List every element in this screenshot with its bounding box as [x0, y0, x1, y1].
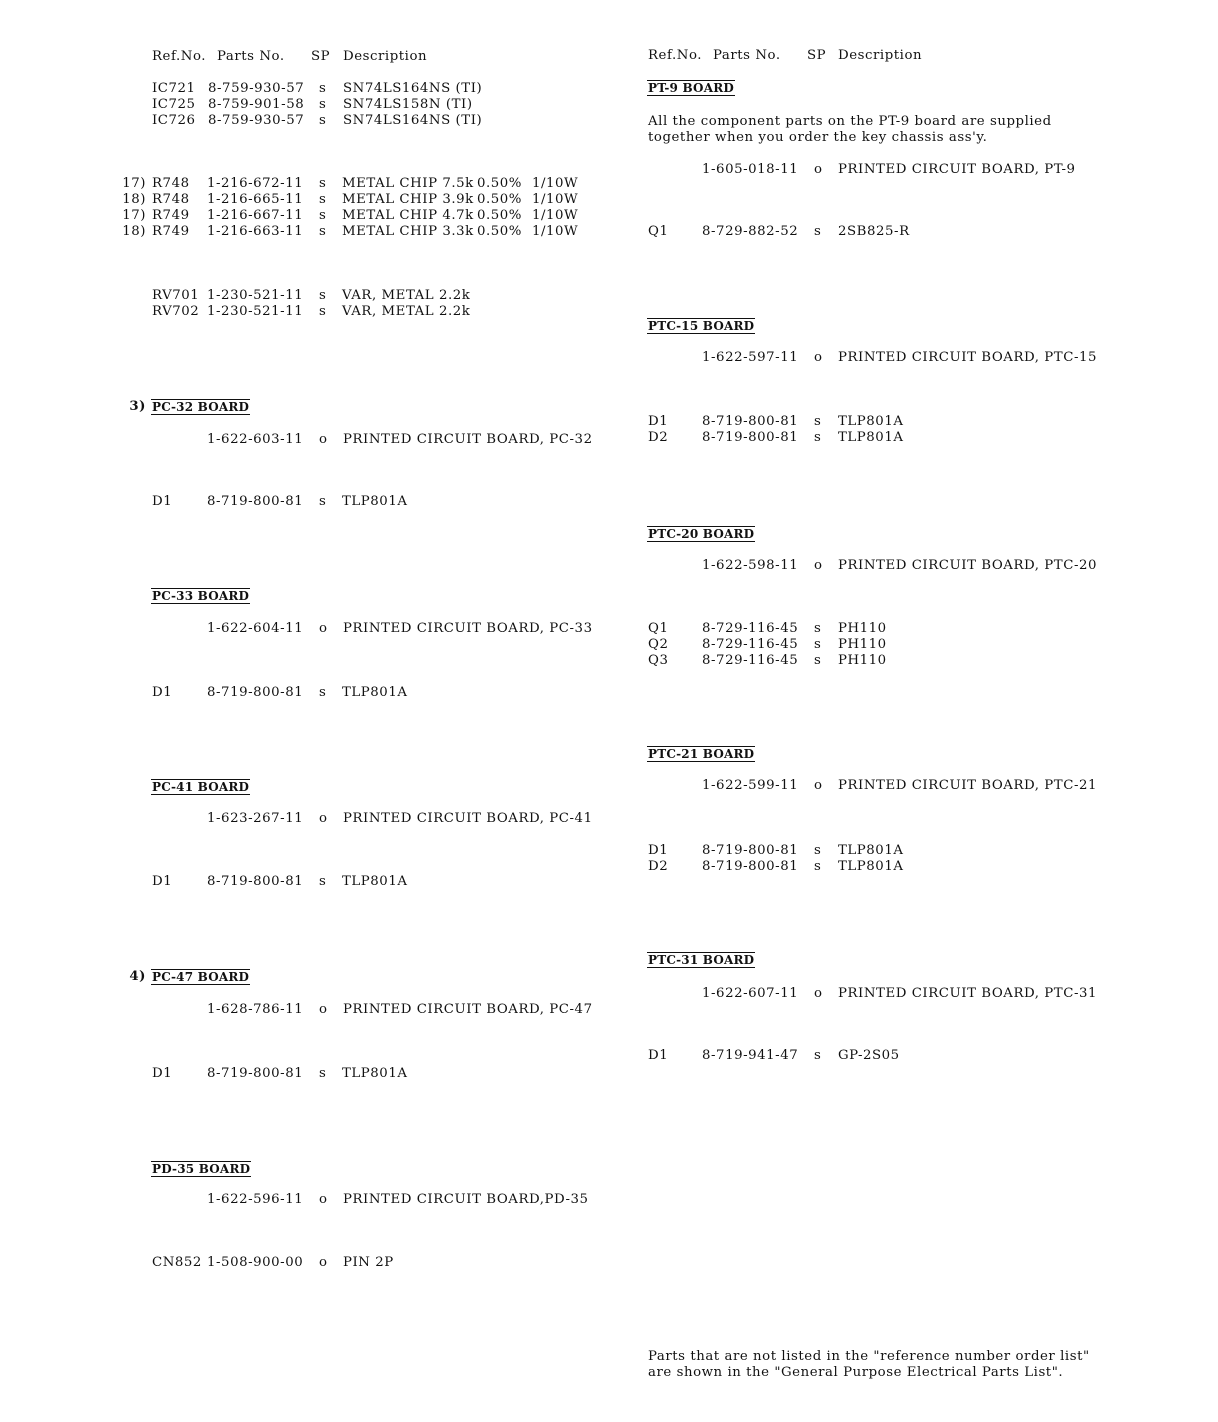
parts-no: 8-719-800-81 [207, 685, 304, 700]
ref-no: IC721 [152, 81, 196, 96]
ref-no: R748 [152, 176, 190, 191]
ref-no: Q1 [648, 224, 669, 239]
parts-no: 8-759-930-57 [208, 81, 305, 96]
description: METAL CHIP 3.3k [342, 224, 474, 239]
parts-no: 8-719-941-47 [702, 1048, 799, 1063]
tolerance: 0.50% [477, 224, 522, 239]
board-title: PC-47 BOARD [152, 970, 250, 984]
description: PRINTED CIRCUIT BOARD, PC-41 [343, 811, 593, 826]
header-description: Description [838, 48, 923, 63]
parts-no: 1-622-596-11 [207, 1192, 304, 1207]
ref-no: Q1 [648, 621, 669, 636]
model-prefix: 18) [122, 192, 146, 207]
description: PRINTED CIRCUIT BOARD, PT-9 [838, 162, 1076, 177]
sp-code: s [319, 288, 327, 303]
ref-no: D1 [648, 1048, 669, 1063]
ref-no: D1 [152, 1066, 173, 1081]
description: VAR, METAL 2.2k [342, 288, 471, 303]
parts-no: 8-759-930-57 [208, 113, 305, 128]
parts-no: 8-719-800-81 [207, 494, 304, 509]
parts-no: 1-216-665-11 [207, 192, 304, 207]
sp-code: s [319, 192, 327, 207]
header-sp: SP [807, 48, 827, 63]
sp-code: o [814, 558, 823, 573]
ref-no: D1 [152, 494, 173, 509]
sp-code: s [814, 414, 822, 429]
sp-code: s [319, 81, 327, 96]
sp-code: s [319, 494, 327, 509]
ref-no: Q2 [648, 637, 669, 652]
board-title: PC-41 BOARD [152, 780, 250, 794]
parts-no: 8-719-800-81 [207, 874, 304, 889]
description: TLP801A [838, 859, 904, 874]
sp-code: s [814, 224, 822, 239]
parts-no: 1-622-597-11 [702, 350, 799, 365]
model-prefix: 18) [122, 224, 146, 239]
sp-code: s [814, 1048, 822, 1063]
parts-no: 8-719-800-81 [702, 430, 799, 445]
description: TLP801A [342, 685, 408, 700]
sp-code: o [319, 1002, 328, 1017]
board-note: All the component parts on the PT-9 board are supplied [648, 114, 1052, 129]
sp-code: o [814, 778, 823, 793]
tolerance: 0.50% [477, 176, 522, 191]
sp-code: s [319, 304, 327, 319]
ref-no: R749 [152, 208, 190, 223]
header-parts-no: Parts No. [217, 49, 285, 64]
sp-code: o [319, 1255, 328, 1270]
parts-no: 1-230-521-11 [207, 288, 304, 303]
ref-no: CN852 [152, 1255, 202, 1270]
ref-no: D1 [648, 843, 669, 858]
parts-no: 1-216-667-11 [207, 208, 304, 223]
description: METAL CHIP 7.5k [342, 176, 474, 191]
parts-no: 1-623-267-11 [207, 811, 304, 826]
description: PH110 [838, 653, 887, 668]
description: SN74LS158N (TI) [343, 97, 473, 112]
description: TLP801A [838, 430, 904, 445]
description: PRINTED CIRCUIT BOARD, PTC-31 [838, 986, 1098, 1001]
description: GP-2S05 [838, 1048, 900, 1063]
sp-code: s [814, 859, 822, 874]
board-title: PTC-21 BOARD [648, 747, 755, 761]
parts-no: 8-719-800-81 [207, 1066, 304, 1081]
header-sp: SP [311, 49, 331, 64]
ref-no: R749 [152, 224, 190, 239]
wattage: 1/10W [532, 224, 579, 239]
description: SN74LS164NS (TI) [343, 81, 483, 96]
sp-code: o [814, 986, 823, 1001]
board-title: PC-32 BOARD [152, 400, 250, 414]
description: 2SB825-R [838, 224, 910, 239]
ref-no: R748 [152, 192, 190, 207]
sp-code: s [319, 685, 327, 700]
parts-no: 1-216-663-11 [207, 224, 304, 239]
ref-no: D2 [648, 859, 669, 874]
description: TLP801A [838, 843, 904, 858]
parts-no: 1-622-598-11 [702, 558, 799, 573]
ref-no: Q3 [648, 653, 669, 668]
description: TLP801A [342, 1066, 408, 1081]
description: TLP801A [838, 414, 904, 429]
model-prefix: 17) [122, 176, 146, 191]
description: PH110 [838, 621, 887, 636]
parts-no: 8-719-800-81 [702, 843, 799, 858]
board-title: PC-33 BOARD [152, 589, 250, 603]
description: PH110 [838, 637, 887, 652]
sp-code: s [814, 653, 822, 668]
footer-note: Parts that are not listed in the "reference number order list" [648, 1349, 1090, 1364]
sp-code: s [319, 224, 327, 239]
model-prefix: 4) [129, 969, 146, 984]
wattage: 1/10W [532, 208, 579, 223]
description: PRINTED CIRCUIT BOARD, PC-47 [343, 1002, 593, 1017]
parts-no: 8-719-800-81 [702, 414, 799, 429]
sp-code: o [319, 811, 328, 826]
board-title: PTC-20 BOARD [648, 527, 755, 541]
ref-no: D1 [152, 685, 173, 700]
description: TLP801A [342, 874, 408, 889]
description: PRINTED CIRCUIT BOARD,PD-35 [343, 1192, 589, 1207]
tolerance: 0.50% [477, 192, 522, 207]
header-description: Description [343, 49, 428, 64]
sp-code: s [319, 208, 327, 223]
description: PRINTED CIRCUIT BOARD, PTC-21 [838, 778, 1098, 793]
parts-no: 1-622-604-11 [207, 621, 304, 636]
ref-no: D2 [648, 430, 669, 445]
parts-no: 8-729-882-52 [702, 224, 799, 239]
parts-no: 1-230-521-11 [207, 304, 304, 319]
sp-code: s [319, 97, 327, 112]
description: PIN 2P [343, 1255, 394, 1270]
footer-note: are shown in the "General Purpose Electrical Parts List". [648, 1365, 1064, 1380]
parts-no: 1-628-786-11 [207, 1002, 304, 1017]
parts-no: 8-759-901-58 [208, 97, 305, 112]
description: PRINTED CIRCUIT BOARD, PTC-15 [838, 350, 1098, 365]
sp-code: s [814, 430, 822, 445]
parts-no: 8-729-116-45 [702, 637, 799, 652]
sp-code: s [814, 843, 822, 858]
board-note: together when you order the key chassis ass'y. [648, 130, 988, 145]
description: TLP801A [342, 494, 408, 509]
parts-no: 8-729-116-45 [702, 621, 799, 636]
description: METAL CHIP 3.9k [342, 192, 474, 207]
ref-no: RV702 [152, 304, 200, 319]
wattage: 1/10W [532, 176, 579, 191]
description: PRINTED CIRCUIT BOARD, PTC-20 [838, 558, 1098, 573]
sp-code: s [319, 874, 327, 889]
header-ref: Ref.No. [152, 49, 207, 64]
ref-no: IC726 [152, 113, 196, 128]
tolerance: 0.50% [477, 208, 522, 223]
header-parts-no: Parts No. [713, 48, 781, 63]
parts-no: 1-508-900-00 [207, 1255, 304, 1270]
sp-code: s [814, 621, 822, 636]
description: PRINTED CIRCUIT BOARD, PC-33 [343, 621, 593, 636]
board-title: PTC-15 BOARD [648, 319, 755, 333]
sp-code: o [319, 621, 328, 636]
parts-no: 1-216-672-11 [207, 176, 304, 191]
ref-no: D1 [648, 414, 669, 429]
sp-code: o [319, 1192, 328, 1207]
parts-no: 8-729-116-45 [702, 653, 799, 668]
sp-code: o [814, 162, 823, 177]
model-prefix: 17) [122, 208, 146, 223]
parts-no: 1-605-018-11 [702, 162, 799, 177]
sp-code: s [319, 1066, 327, 1081]
board-title: PT-9 BOARD [648, 81, 734, 95]
ref-no: IC725 [152, 97, 196, 112]
ref-no: RV701 [152, 288, 200, 303]
header-ref: Ref.No. [648, 48, 703, 63]
parts-no: 1-622-603-11 [207, 432, 304, 447]
model-prefix: 3) [129, 399, 146, 414]
description: SN74LS164NS (TI) [343, 113, 483, 128]
sp-code: s [319, 113, 327, 128]
parts-no: 8-719-800-81 [702, 859, 799, 874]
board-title: PD-35 BOARD [152, 1162, 251, 1176]
ref-no: D1 [152, 874, 173, 889]
board-title: PTC-31 BOARD [648, 953, 755, 967]
parts-no: 1-622-607-11 [702, 986, 799, 1001]
description: METAL CHIP 4.7k [342, 208, 474, 223]
wattage: 1/10W [532, 192, 579, 207]
description: PRINTED CIRCUIT BOARD, PC-32 [343, 432, 593, 447]
sp-code: s [814, 637, 822, 652]
description: VAR, METAL 2.2k [342, 304, 471, 319]
sp-code: o [319, 432, 328, 447]
sp-code: s [319, 176, 327, 191]
sp-code: o [814, 350, 823, 365]
parts-no: 1-622-599-11 [702, 778, 799, 793]
